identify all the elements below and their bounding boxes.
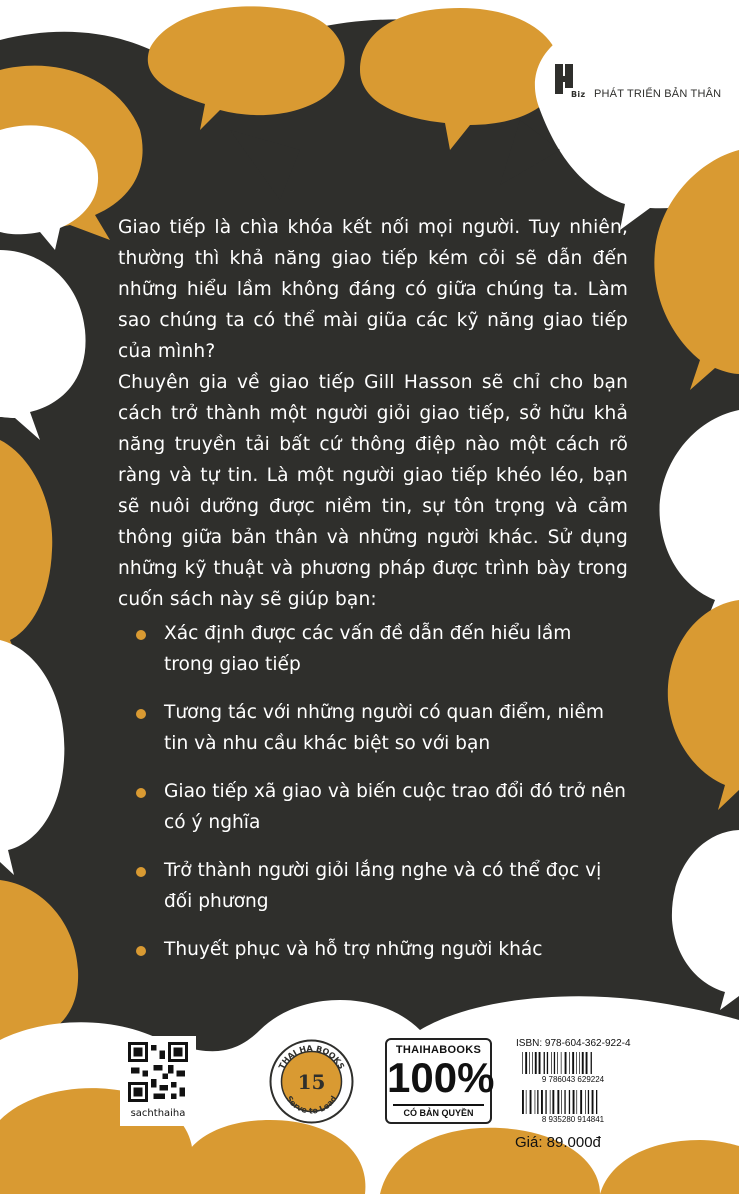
badge-percent: 100% [387,1054,495,1101]
badge-caption: CÓ BẢN QUYỀN [393,1104,484,1118]
series-label: PHÁT TRIỂN BẢN THÂN [594,88,722,100]
bullet-dot-icon [136,867,146,877]
seal-bottom-text: Serve to Lead [284,1094,339,1116]
seal-number: 15 [297,1070,326,1094]
barcode-bar [576,1052,577,1074]
barcode-bar [576,1090,577,1114]
blurb-paragraph: Giao tiếp là chìa khóa kết nối mọi người. Tuy nhiên, thường thì khả năng giao tiếp kém cỏi sẽ dẫn đến những hiểu lầm không đáng có giữa chúng ta. Làm sao chúng ta có thể mài giũa các kỹ năng giao tiếp của mình? [118,217,628,362]
barcode-bar [529,1052,530,1074]
barcode-bar [532,1052,533,1074]
barcode-bar [522,1052,523,1074]
barcode-bar [592,1090,594,1114]
barcode-bar [545,1090,546,1114]
isbn-barcode-block [512,1036,632,1128]
barcode-bar [580,1090,582,1114]
barcode-icon [518,1050,628,1124]
barcode-number-2: 8 935280 914841 [541,1115,605,1124]
barcode-bar [537,1090,538,1114]
benefit-item [136,776,626,838]
barcode-bar [579,1052,580,1074]
benefit-text: Giao tiếp xã giao và biến cuộc trao đổi đó trở nên có ý nghĩa [164,781,626,833]
barcode-bar [588,1090,589,1114]
barcode-bar [522,1090,524,1114]
barcode-bar [530,1090,532,1114]
qr-label: sachthaiha [130,1108,186,1119]
book-blurb [118,212,628,615]
barcode-bar [585,1090,586,1114]
benefit-text: Tương tác với những người có quan điểm, niềm tin và nhu cầu khác biệt so với bạn [164,702,604,754]
benefit-text: Xác định được các vấn đề dẫn đến hiểu lầm trong giao tiếp [164,623,572,675]
barcode-number-1: 9 786043 629224 [541,1075,605,1084]
benefit-item [136,934,626,965]
barcode-bar [573,1090,575,1114]
barcode-bar [572,1052,574,1074]
benefit-item [136,618,626,680]
barcode-bar [547,1052,548,1074]
bullet-dot-icon [136,788,146,798]
seal-top-text: THAI HA BOOKS [277,1043,346,1071]
barcode-bar [535,1090,536,1114]
barcode-bar [569,1090,570,1114]
barcode-bar [551,1052,552,1074]
barcode-bar [561,1052,562,1074]
barcode-bar [539,1052,541,1074]
badge-brand: THAIHABOOKS [395,1044,482,1056]
barcode-bar [564,1090,565,1114]
barcode-bar [526,1090,527,1114]
price-label: Giá: 89.000đ [515,1134,601,1151]
barcode-bar [561,1090,562,1114]
barcode-bar [586,1052,588,1074]
benefit-list [136,618,626,982]
benefit-item [136,697,626,759]
qr-code-block[interactable] [120,1036,196,1126]
barcode-bar [550,1090,551,1114]
barcode-bar [596,1090,597,1114]
barcode-bar [557,1052,558,1074]
barcode-bar [557,1090,559,1114]
isbn-label: ISBN: 978-604-362-922-4 [516,1038,631,1049]
thaiha-anniversary-seal [269,1039,354,1124]
barcode-bar [591,1052,592,1074]
barcode-bar [544,1052,545,1074]
benefit-item [136,855,626,917]
benefit-text: Trở thành người giỏi lắng nghe và có thể đọc vị đối phương [164,860,602,912]
barcode-bar [554,1052,555,1074]
barcode-bar [541,1090,543,1114]
barcode-bar [525,1052,527,1074]
bullet-dot-icon [136,630,146,640]
barcode-bar [535,1052,537,1074]
bullet-dot-icon [136,946,146,956]
blurb-paragraph: Chuyên gia về giao tiếp Gill Hasson sẽ chỉ cho bạn cách trở thành một người giỏi giao tiếp, sở hữu khả năng truyền tải bất cứ thông điệp nào một cách rõ ràng và tự tin. Là một người giao tiếp khéo léo, bạn sẽ nuôi dưỡng được niềm tin, sự tôn trọng và cảm thông giữa bản thân và những người khác. Sử dụng những kỹ thuật và phương pháp được trình bày trong cuốn sách này sẽ giúp bạn: [118,372,628,610]
barcode-bar [569,1052,570,1074]
barcode-bar [565,1052,567,1074]
benefit-text: Thuyết phục và hỗ trợ những người khác [164,939,543,960]
barcode-bar [582,1052,584,1074]
qr-code-icon [128,1042,188,1102]
barcode-bar [552,1090,554,1114]
bullet-dot-icon [136,709,146,719]
biz-logo-text: Biz [571,90,586,99]
copyright-badge [385,1038,495,1124]
